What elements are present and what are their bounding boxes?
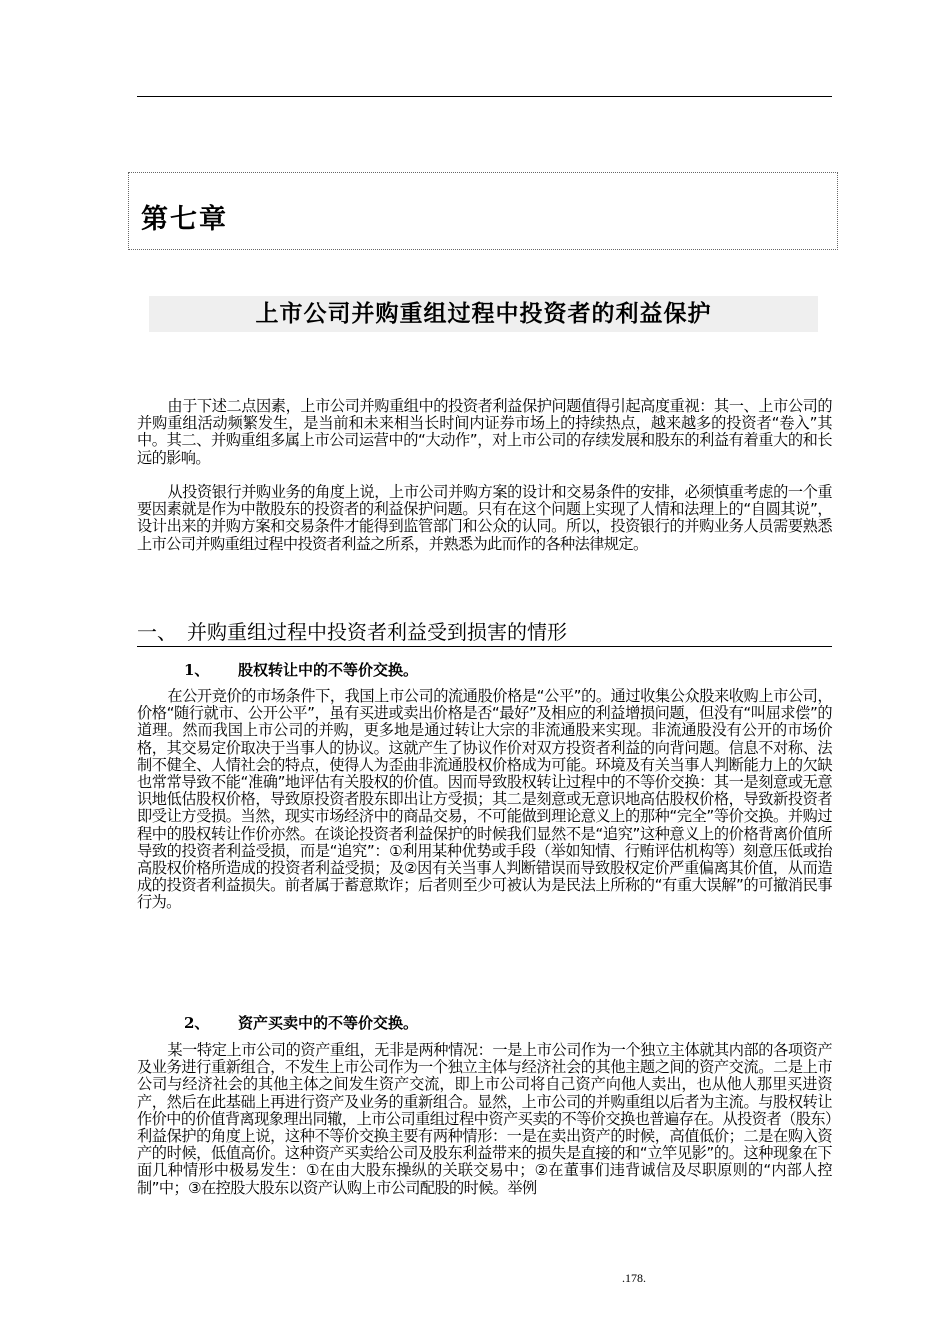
header-rule [137, 96, 832, 97]
intro-paragraph-1: 由于下述二点因素，上市公司并购重组中的投资者利益保护问题值得引起高度重视：其一、上市公司的并购重组活动频繁发生，是当前和未来相当长时间内证券市场上的持续热点，越来越多的投资者“卷入”其中。其二、并购重组多属上市公司运营中的“大动作”，对上市公司的存续发展和股东的利益有着重大的和长远的影响。 [137, 397, 832, 467]
section-number: 一、 [137, 620, 177, 644]
subsection-body-1: 在公开竞价的市场条件下，我国上市公司的流通股价格是“公平”的。通过收集公众股来收购上市公司，价格“随行就市、公开公平”，虽有买进或卖出价格是否“最好”及相应的利益增损问题，但没有“叫屈求偿”的道理。然而我国上市公司的并购，更多地是通过转让大宗的非流通股来实现。非流通股没有公开的市场价格，其交易定价取决于当事人的协议。这就产生了协议作价对双方投资者利益的向背问题。信息不对称、法制不健全、人情社会的特点，使得人为歪曲非流通股权价格成为可能。环境及有关当事人判断能力上的欠缺也常常导致不能“准确”地评估有关股权的价值。因而导致股权转让过程中的不等价交换：其一是刻意或无意识地低估股权价格，导致原投资者股东即出让方受损；其二是刻意或无意识地高估股权价格，导致新投资者即受让方受损。当然，现实市场经济中的商品交易，不可能做到理论意义上的那种“完全”等价交换。并购过程中的股权转让作价亦然。在谈论投资者利益保护的时候我们显然不是“追究”这种意义上的价格背离价值所导致的投资者利益受损，而是“追究”：①利用某种优势或手段（举如知情、行贿评估机构等）刻意压低或抬高股权价格所造成的投资者利益受损；及②因有关当事人判断错误而导致股权定价严重偏离其价值，从而造成的投资者利益损失。前者属于蓄意欺诈；后者则至少可被认为是民法上所称的“有重大误解”的可撤消民事行为。 [137, 687, 832, 912]
section-heading [137, 620, 832, 647]
subsection-number: 1、 [184, 661, 210, 679]
chapter-label: 第七章 [141, 204, 228, 235]
intro-paragraph-2: 从投资银行并购业务的角度上说，上市公司并购方案的设计和交易条件的安排，必须慎重考虑的一个重要因素就是作为中散股东的投资者的利益保护问题。只有在这个问题上实现了人情和法理上的“自圆其说”，设计出来的并购方案和交易条件才能得到监管部门和公众的认同。所以，投资银行的并购业务人员需要熟悉上市公司并购重组过程中投资者利益之所系，并熟悉为此而作的各种法律规定。 [137, 483, 832, 553]
chapter-title: 上市公司并购重组过程中投资者的利益保护 [149, 296, 818, 332]
subsection-title: 股权转让中的不等价交换。 [238, 661, 419, 679]
page-number: .178. [622, 1271, 646, 1285]
subsection-title: 资产买卖中的不等价交换。 [238, 1014, 419, 1032]
subsection-heading-2 [184, 1012, 418, 1033]
subsection-number: 2、 [184, 1014, 210, 1032]
chapter-box [128, 172, 838, 250]
subsection-body-2: 某一特定上市公司的资产重组，无非是两种情况：一是上市公司作为一个独立主体就其内部的各项资产及业务进行重新组合，不发生上市公司作为一个独立主体与经济社会的其他主题之间的资产交流。二是上市公司与经济社会的其他主体之间发生资产交流，即上市公司将自己资产向他人卖出，也从他人那里买进资产，然后在此基础上再进行资产及业务的重新组合。显然，上市公司的并购重组以后者为主流。与股权转让作价中的价值背离现象理出同辙，上市公司重组过程中资产买卖的不等价交换也普遍存在。从投资者（股东）利益保护的角度上说，这种不等价交换主要有两种情形：一是在卖出资产的时候，高值低价；二是在购入资产的时候，低值高价。这种资产买卖给公司及股东利益带来的损失是直接的和“立竿见影”的。这种现象在下面几种情形中极易发生：①在由大股东操纵的关联交易中；②在董事们违背诚信及尽职原则的“内部人控制”中；③在控股大股东以资产认购上市公司配股的时候。举例 [137, 1041, 832, 1197]
subsection-heading-1 [184, 659, 418, 680]
section-title: 并购重组过程中投资者利益受到损害的情形 [187, 620, 567, 644]
